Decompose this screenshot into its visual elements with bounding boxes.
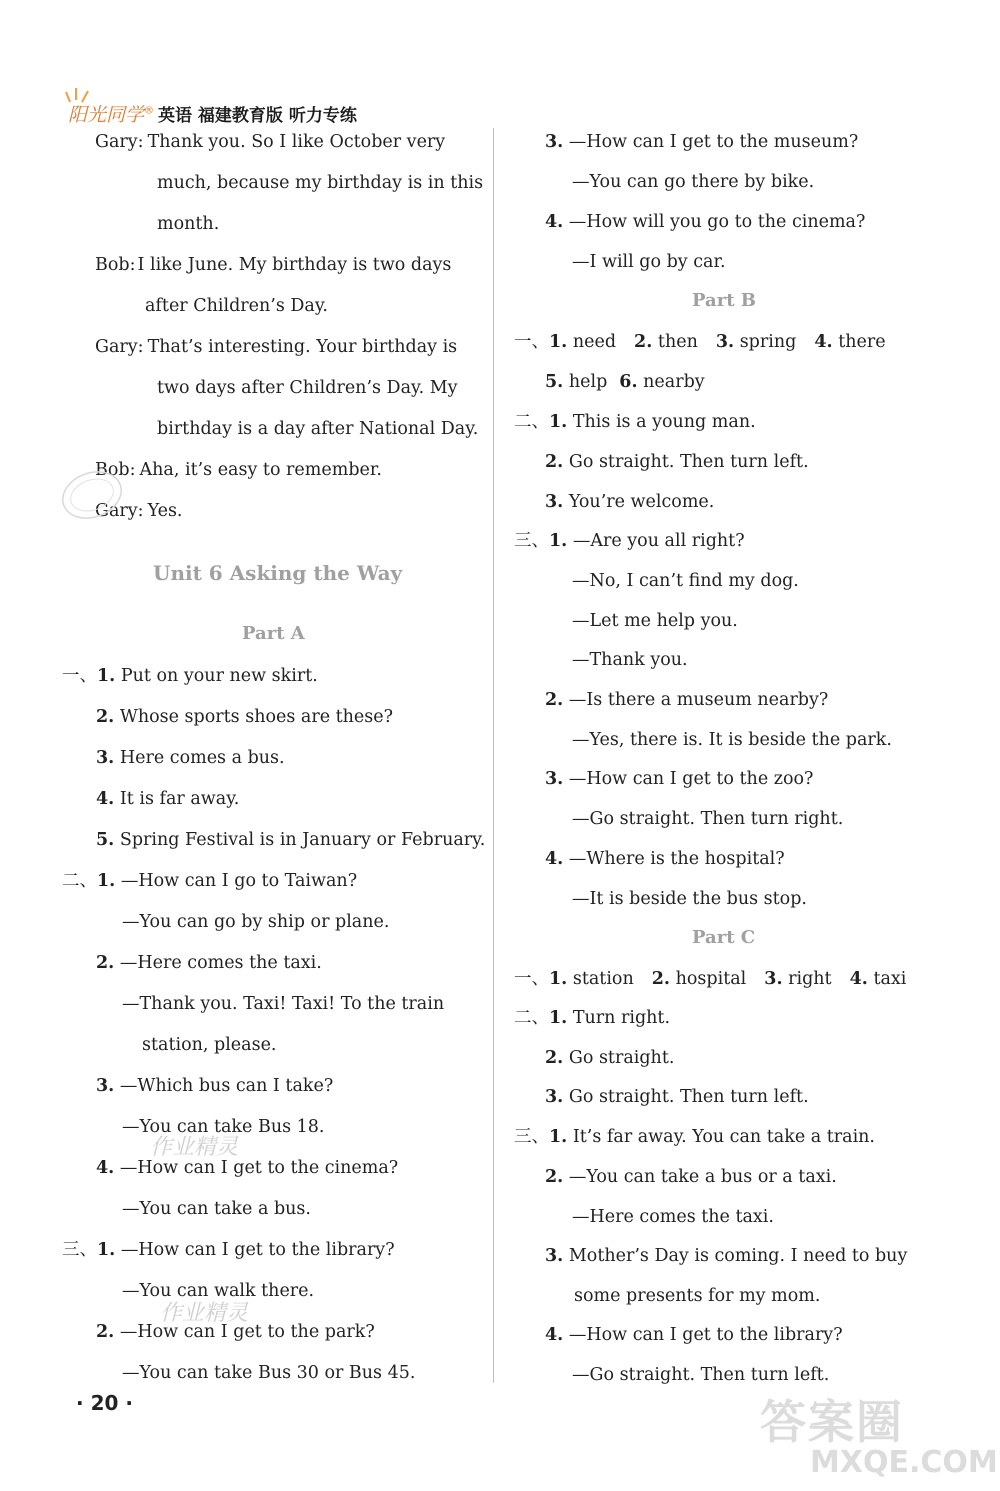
- watermark-url: MXQE.COM: [810, 1445, 998, 1480]
- bullet-icon: ·: [76, 1391, 84, 1415]
- list-item: —It is beside the bus stop.: [572, 889, 807, 909]
- word-list: 一、1. station 2. hospital 3. right 4. taxi: [514, 969, 907, 989]
- list-item: —Thank you. Taxi! Taxi! To the train: [122, 994, 445, 1014]
- section-marker: 三、: [62, 1240, 97, 1260]
- dialogue-line: after Children’s Day.: [145, 296, 328, 316]
- dialogue-line: month.: [157, 214, 220, 234]
- section-marker: 一、: [514, 332, 549, 352]
- word-list: 一、1. need 2. then 3. spring 4. there: [514, 332, 886, 352]
- list-item: 4. —How can I get to the cinema?: [96, 1158, 399, 1178]
- list-item: —You can take a bus.: [122, 1199, 311, 1219]
- list-item: —Let me help you.: [572, 611, 738, 631]
- logo-text: 阳光同学: [68, 103, 145, 126]
- faint-watermark: 作业精灵: [160, 1301, 249, 1326]
- publisher-logo: [62, 100, 154, 127]
- word-list: 5. help 6. nearby: [545, 372, 705, 392]
- list-item: 2. Go straight. Then turn left.: [545, 452, 809, 472]
- part-c-heading: Part C: [692, 927, 756, 948]
- list-item: 4. —How will you go to the cinema?: [545, 212, 866, 232]
- dialogue-line: Gary: Thank you. So I like October very: [95, 132, 446, 152]
- section-marker: 一、: [62, 666, 97, 686]
- unit-title: Unit 6 Asking the Way: [153, 561, 403, 585]
- list-item: 二、1. This is a young man.: [514, 412, 756, 432]
- list-item: 4. —Where is the hospital?: [545, 849, 785, 869]
- list-item: 3. —How can I get to the museum?: [545, 132, 859, 152]
- section-marker: 二、: [514, 1008, 549, 1028]
- list-item: 二、1. —How can I go to Taiwan?: [62, 871, 358, 891]
- list-item: 三、1. It’s far away. You can take a train.: [514, 1127, 875, 1147]
- page-number: · 20 ·: [76, 1391, 133, 1415]
- series-title: 英语 福建教育版 听力专练: [158, 105, 357, 126]
- list-item: 2. —Is there a museum nearby?: [545, 690, 829, 710]
- list-item: 3. Mother’s Day is coming. I need to buy: [545, 1246, 908, 1266]
- list-item: —You can go there by bike.: [572, 172, 815, 192]
- list-item: —Yes, there is. It is beside the park.: [572, 730, 892, 750]
- list-item: 一、1. Put on your new skirt.: [62, 666, 318, 686]
- dialogue-line: two days after Children’s Day. My: [157, 378, 458, 398]
- list-item: —Go straight. Then turn right.: [572, 809, 844, 829]
- section-marker: 一、: [514, 969, 549, 989]
- list-item: —Thank you.: [572, 650, 688, 670]
- watermark-logo: 答案圈: [760, 1395, 904, 1449]
- page-header: [62, 96, 357, 130]
- dialogue-line: much, because my birthday is in this: [157, 173, 484, 193]
- dialogue-line: Gary: That’s interesting. Your birthday is: [95, 337, 458, 357]
- list-item: —Go straight. Then turn left.: [572, 1365, 830, 1385]
- part-b-heading: Part B: [692, 290, 756, 311]
- stamp-mark: [52, 460, 132, 530]
- list-item: —You can walk there.: [122, 1281, 315, 1301]
- list-item: 3. You’re welcome.: [545, 492, 715, 512]
- list-item: 二、1. Turn right.: [514, 1008, 671, 1028]
- faint-watermark: 作业精灵: [150, 1135, 239, 1160]
- list-item: 三、1. —Are you all right?: [514, 531, 745, 551]
- section-marker: 三、: [514, 1127, 549, 1147]
- list-item: —No, I can’t find my dog.: [572, 571, 799, 591]
- registered-mark: ®: [144, 105, 155, 117]
- list-item: 3. —How can I get to the zoo?: [545, 769, 814, 789]
- section-marker: 三、: [514, 531, 549, 551]
- list-item: 3. —Which bus can I take?: [96, 1076, 334, 1096]
- list-item: —You can go by ship or plane.: [122, 912, 390, 932]
- list-item: 2. —You can take a bus or a taxi.: [545, 1167, 837, 1187]
- list-item: 三、1. —How can I get to the library?: [62, 1240, 395, 1260]
- sun-rays-icon: [62, 86, 102, 104]
- list-item: 4. It is far away.: [96, 789, 240, 809]
- site-watermark: [760, 1395, 998, 1480]
- list-item: —You can take Bus 18.: [122, 1117, 325, 1137]
- list-item: 3. Go straight. Then turn left.: [545, 1087, 809, 1107]
- list-item: 2. Go straight.: [545, 1048, 675, 1068]
- list-item: station, please.: [142, 1035, 277, 1055]
- list-item: 2. Whose sports shoes are these?: [96, 707, 393, 727]
- dialogue-line: birthday is a day after National Day.: [157, 419, 479, 439]
- bullet-icon: ·: [125, 1391, 133, 1415]
- list-item: 2. —Here comes the taxi.: [96, 953, 322, 973]
- list-item: 2. —How can I get to the park?: [96, 1322, 375, 1342]
- list-item: —I will go by car.: [572, 252, 726, 272]
- list-item: some presents for my mom.: [574, 1286, 821, 1306]
- list-item: 5. Spring Festival is in January or February.: [96, 830, 486, 850]
- column-divider: [493, 128, 494, 1383]
- part-a-heading: Part A: [242, 623, 305, 644]
- section-marker: 二、: [514, 412, 549, 432]
- list-item: —Here comes the taxi.: [572, 1207, 774, 1227]
- dialogue-line: Gary: Yes.: [95, 501, 183, 521]
- section-marker: 二、: [62, 871, 97, 891]
- list-item: 4. —How can I get to the library?: [545, 1325, 843, 1345]
- list-item: —You can take Bus 30 or Bus 45.: [122, 1363, 416, 1383]
- dialogue-line: Bob: I like June. My birthday is two days: [95, 255, 452, 275]
- dialogue-line: Bob: Aha, it’s easy to remember.: [95, 460, 382, 480]
- list-item: 3. Here comes a bus.: [96, 748, 285, 768]
